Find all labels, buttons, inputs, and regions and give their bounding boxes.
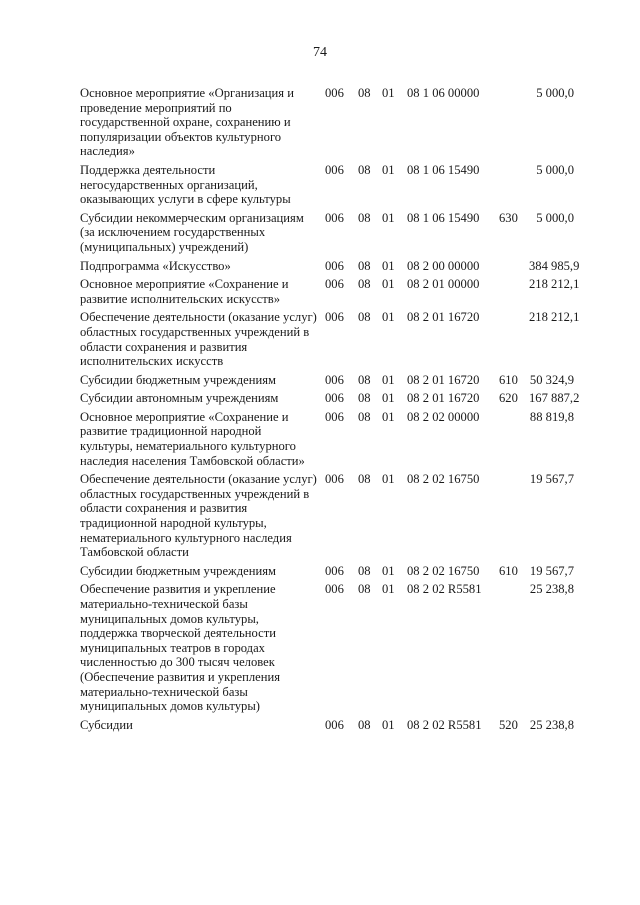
row-subsection-code: 01 (382, 162, 395, 177)
row-name: Субсидии (80, 717, 133, 732)
row-amount: 167 887,2 (529, 391, 580, 406)
row-name: Основное мероприятие «Организация и проведение мероприятий по государственной охране, сохранению и популяризации объектов культурного наследия» (80, 86, 294, 159)
row-ministry-code: 006 (325, 582, 344, 597)
row-amount: 88 819,8 (529, 409, 574, 424)
row-target-article: 08 1 06 15490 (407, 210, 480, 225)
table-row (80, 86, 574, 163)
row-subsection-code: 01 (382, 472, 395, 487)
row-target-article: 08 2 01 16720 (407, 372, 480, 387)
row-expense-type (499, 582, 529, 717)
row-section-code: 08 (358, 582, 371, 597)
row-subsection-code: 01 (382, 86, 395, 100)
table-row (80, 373, 574, 392)
row-section-code: 08 (358, 409, 371, 424)
budget-table (80, 86, 580, 736)
table-row (80, 310, 574, 372)
budget-table-body (80, 86, 580, 736)
table-row (80, 259, 574, 278)
row-amount: 19 567,7 (529, 472, 574, 487)
row-target-article: 08 1 06 00000 (407, 86, 480, 100)
row-amount: 218 212,1 (529, 310, 580, 325)
row-name: Субсидии бюджетным учреждениям (80, 372, 276, 387)
row-section-code: 08 (358, 372, 371, 387)
table-row (80, 211, 574, 259)
row-subsection-code: 01 (382, 210, 395, 225)
row-section-code: 08 (358, 86, 371, 100)
row-subsection-code: 01 (382, 391, 395, 406)
row-section-code: 08 (358, 162, 371, 177)
row-expense-type: 520 (499, 717, 518, 732)
row-section-code: 08 (358, 391, 371, 406)
row-ministry-code: 006 (325, 162, 344, 177)
row-amount: 384 985,9 (529, 258, 580, 273)
row-name: Обеспечение деятельности (оказание услуг) областных государственных учреждений в области сохранения и развития исполнительских искусств (80, 310, 317, 369)
row-amount: 19 567,7 (529, 563, 574, 578)
row-target-article: 08 1 06 15490 (407, 162, 480, 177)
row-name: Основное мероприятие «Сохранение и развитие исполнительских искусств» (80, 277, 289, 306)
row-name: Основное мероприятие «Сохранение и развитие традиционной народной культуры, нематериального культурного наследия населения Тамбовской области» (80, 409, 305, 468)
row-amount: 5 000,0 (536, 210, 574, 225)
table-row (80, 718, 574, 737)
table-row (80, 472, 574, 564)
table-row (80, 163, 574, 211)
row-name: Подпрограмма «Искусство» (80, 258, 231, 273)
row-ministry-code: 006 (325, 310, 344, 325)
row-name: Субсидии некоммерческим организациям (за исключением государственных (муниципальных) учреждений) (80, 210, 304, 254)
row-expense-type (499, 277, 529, 310)
row-amount: 5 000,0 (536, 86, 574, 100)
row-amount: 25 238,8 (529, 717, 574, 732)
row-subsection-code: 01 (382, 409, 395, 424)
table-row (80, 391, 574, 410)
row-ministry-code: 006 (325, 86, 344, 100)
row-name: Обеспечение развития и укрепление материально-технической базы муниципальных домов культуры, поддержка творческой деятельности муниципальных театров в городах численностью до 300 тысяч человек (Обеспечение развития и укрепления материально-технической базы муниципальных домов культуры) (80, 582, 280, 714)
row-ministry-code: 006 (325, 717, 344, 732)
row-ministry-code: 006 (325, 372, 344, 387)
row-subsection-code: 01 (382, 310, 395, 325)
row-expense-type (499, 86, 529, 163)
row-target-article: 08 2 01 16720 (407, 391, 480, 406)
row-amount: 218 212,1 (529, 277, 580, 292)
row-ministry-code: 006 (325, 409, 344, 424)
row-amount: 50 324,9 (529, 372, 574, 387)
row-name: Субсидии бюджетным учреждениям (80, 563, 276, 578)
row-target-article: 08 2 02 R5581 (407, 717, 482, 732)
row-subsection-code: 01 (382, 277, 395, 292)
row-section-code: 08 (358, 258, 371, 273)
row-section-code: 08 (358, 277, 371, 292)
row-name: Субсидии автономным учреждениям (80, 391, 279, 406)
row-ministry-code: 006 (325, 210, 344, 225)
row-expense-type (499, 259, 529, 278)
table-row (80, 277, 574, 310)
table-row (80, 564, 574, 583)
row-target-article: 08 2 02 R5581 (407, 582, 482, 597)
row-expense-type: 610 (499, 563, 518, 578)
row-ministry-code: 006 (325, 472, 344, 487)
row-target-article: 08 2 02 16750 (407, 563, 480, 578)
row-section-code: 08 (358, 472, 371, 487)
row-section-code: 08 (358, 310, 371, 325)
page-number: 74 (313, 45, 327, 60)
row-subsection-code: 01 (382, 717, 395, 732)
row-target-article: 08 2 01 00000 (407, 277, 480, 292)
row-expense-type (499, 310, 529, 372)
row-expense-type: 610 (499, 372, 518, 387)
table-row (80, 410, 574, 472)
row-ministry-code: 006 (325, 277, 344, 292)
row-subsection-code: 01 (382, 258, 395, 273)
row-expense-type: 620 (499, 391, 518, 406)
row-target-article: 08 2 01 16720 (407, 310, 480, 325)
row-target-article: 08 2 00 00000 (407, 258, 480, 273)
row-section-code: 08 (358, 717, 371, 732)
row-subsection-code: 01 (382, 582, 395, 597)
row-expense-type (499, 163, 529, 211)
row-subsection-code: 01 (382, 372, 395, 387)
row-expense-type (499, 410, 529, 472)
row-name: Поддержка деятельности негосударственных организаций, оказывающих услуги в сфере культуры (80, 162, 291, 207)
row-amount: 5 000,0 (536, 162, 574, 177)
row-ministry-code: 006 (325, 258, 344, 273)
row-target-article: 08 2 02 00000 (407, 409, 480, 424)
row-ministry-code: 006 (325, 563, 344, 578)
row-amount: 25 238,8 (529, 582, 574, 597)
row-section-code: 08 (358, 210, 371, 225)
row-name: Обеспечение деятельности (оказание услуг) областных государственных учреждений в области сохранения и развития традиционной народной культуры, нематериального культурного наследия Тамбовской области (80, 472, 317, 560)
row-expense-type (499, 472, 529, 564)
table-row (80, 582, 574, 717)
row-subsection-code: 01 (382, 563, 395, 578)
row-expense-type: 630 (499, 210, 518, 225)
row-ministry-code: 006 (325, 391, 344, 406)
row-section-code: 08 (358, 563, 371, 578)
row-target-article: 08 2 02 16750 (407, 472, 480, 487)
